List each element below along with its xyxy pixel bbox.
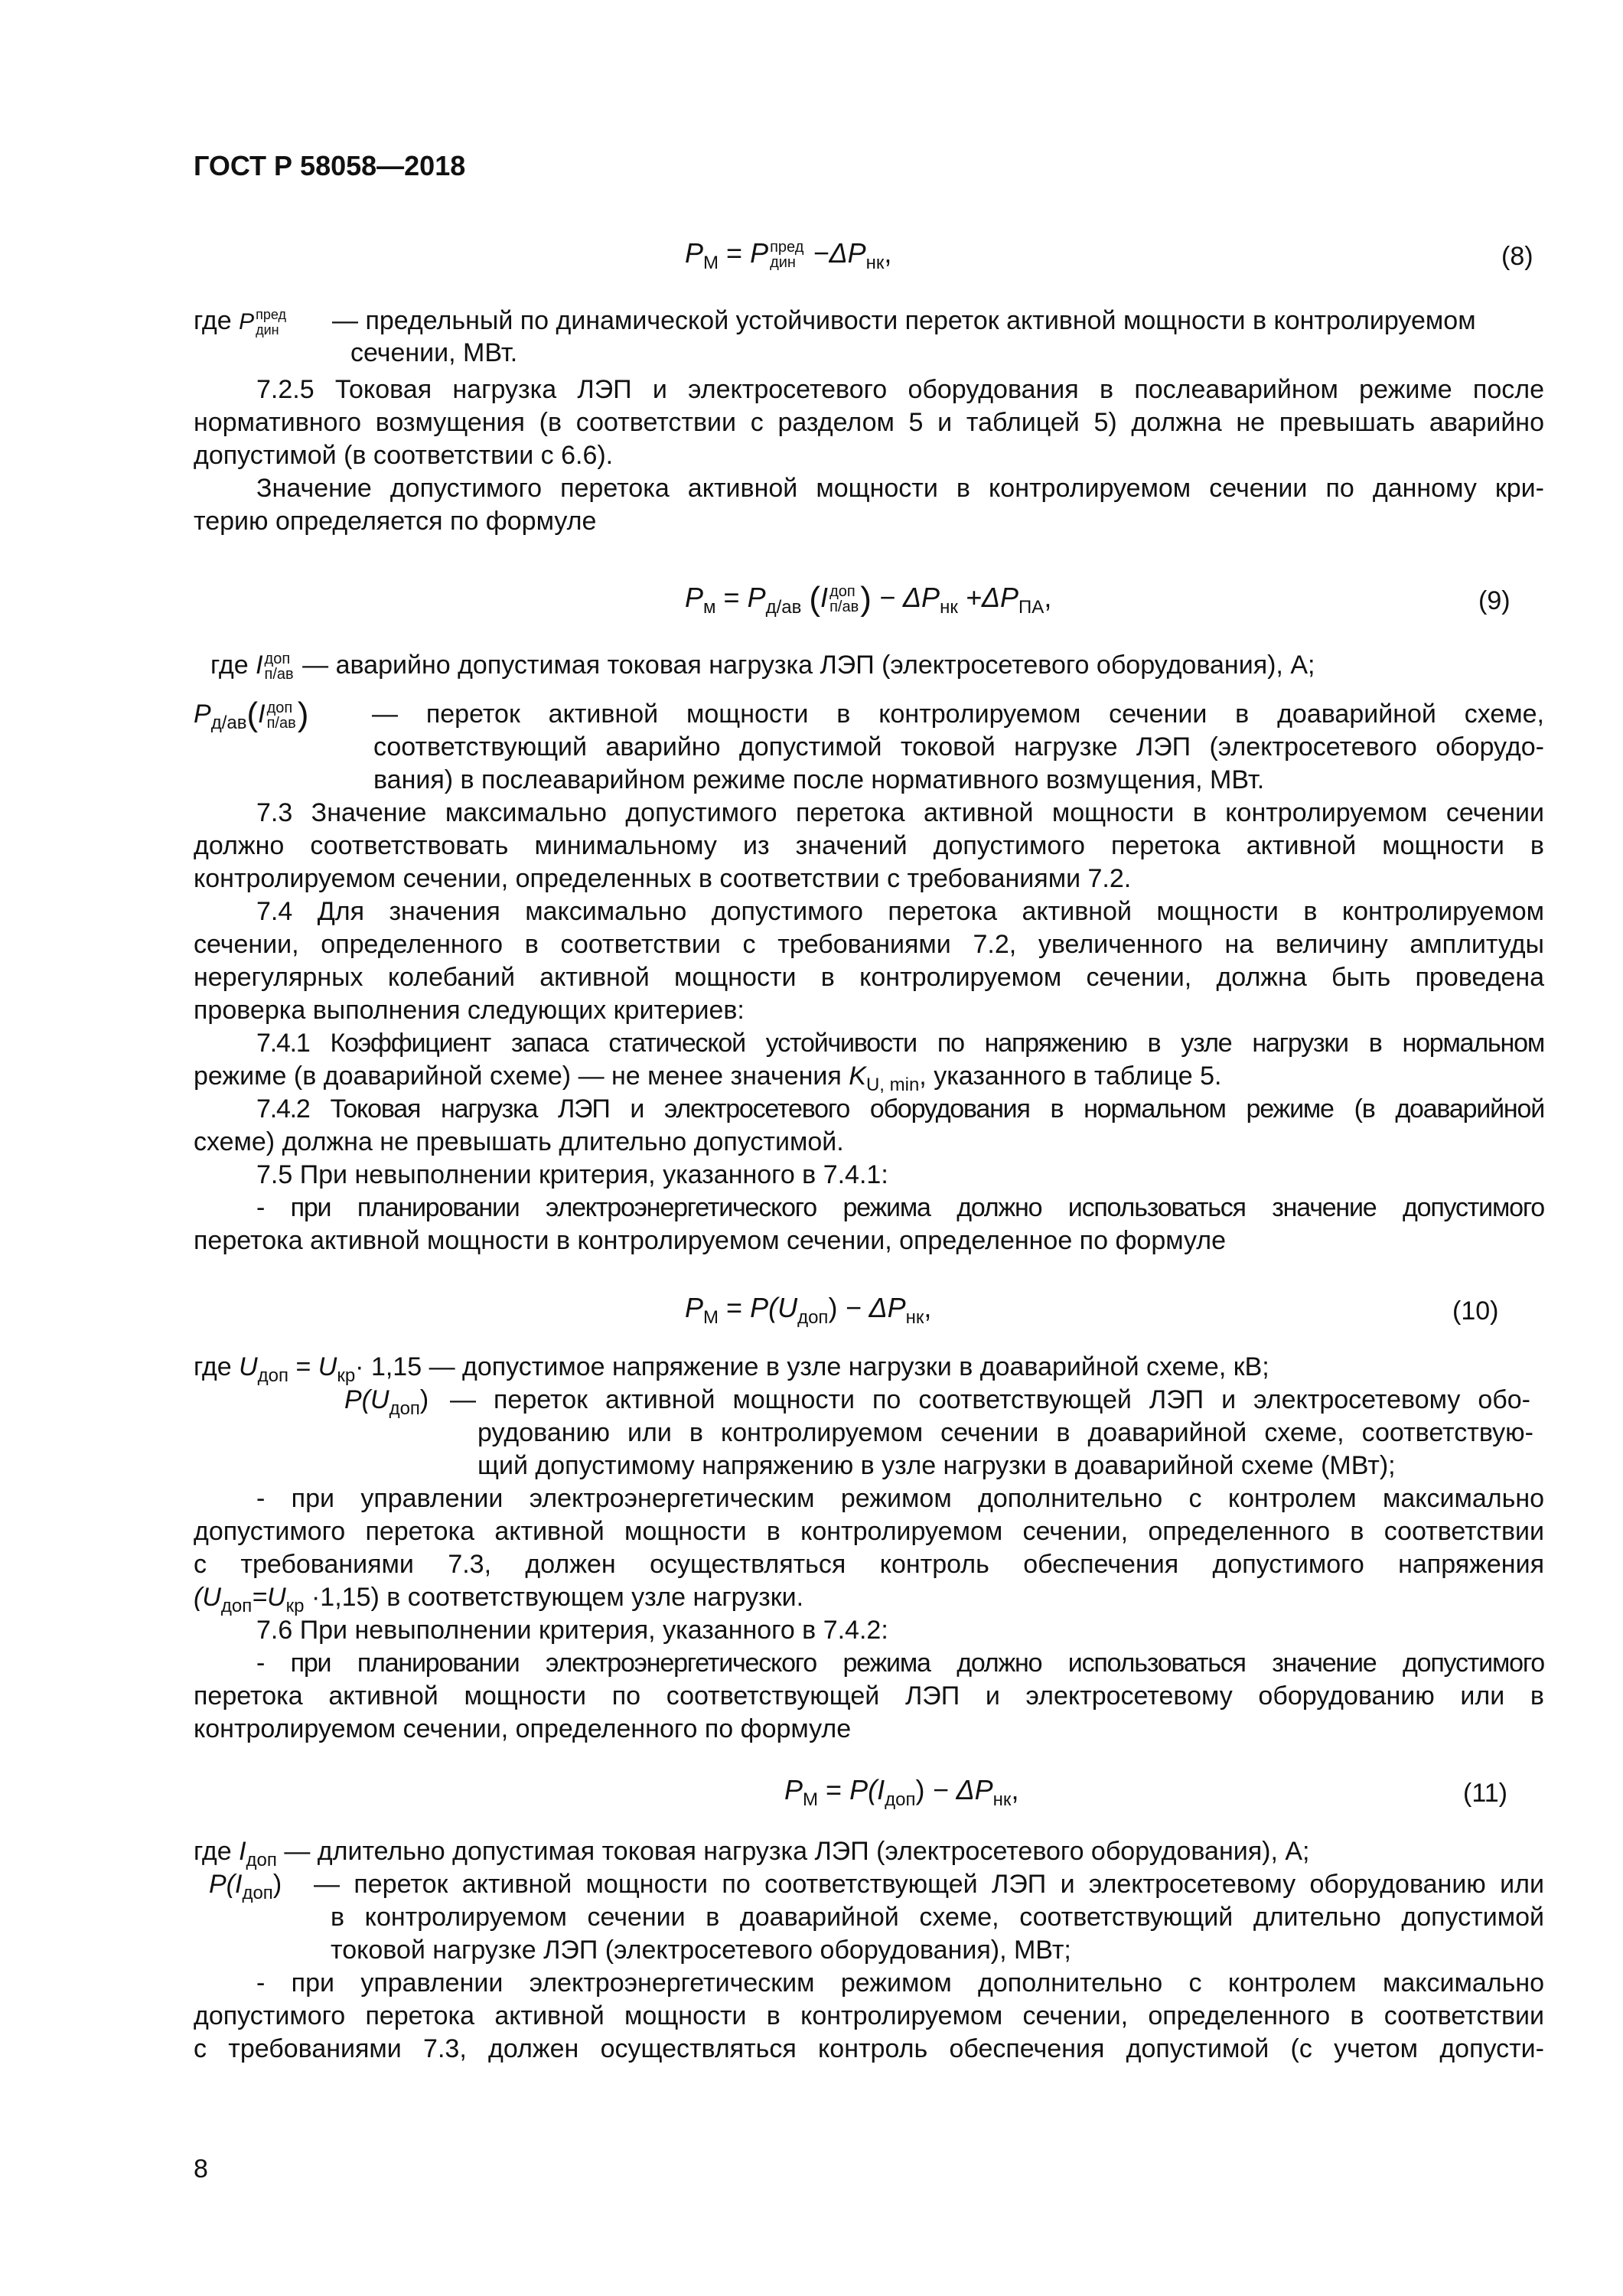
paragraph-7-2-5-line-2: нормативного возмущения (в соответствии с разделом 5 и таблицей 5) должна не превышать аварийно xyxy=(194,408,1544,437)
paragraph-7-5-bullet-2-line-2: допустимого перетока активной мощности в контролируемом сечении, определенного в соответствии xyxy=(194,1517,1544,1546)
where-11b-def-2: в контролируемом сечении в доаварийной схеме, соответствующий длительно допустимой xyxy=(331,1903,1544,1932)
page-number: 8 xyxy=(194,2154,208,2183)
paragraph-7-4-2-line-1: 7.4.2 Токовая нагрузка ЛЭП и электросетевого оборудования в нормальном режиме (в доаварийной xyxy=(256,1094,1544,1124)
paragraph-7-6-bullet-1-line-2: перетока активной мощности по соответствующей ЛЭП и электросетевому оборудованию или в xyxy=(194,1681,1544,1711)
paragraph-7-5-line-1: 7.5 При невыполнении критерия, указанного в 7.4.1: xyxy=(256,1160,888,1189)
formula-8-number: (8) xyxy=(1501,242,1533,271)
formula-11: $P_М = P(I_{доп}) - \Delta P_{нк}$, xyxy=(784,1774,1019,1810)
formula-11-number: (11) xyxy=(1463,1779,1507,1808)
where-line-8: где P пред дин xyxy=(194,306,286,338)
where-line-11a: где $I_{доп}$ — длительно допустимая токовая нагрузка ЛЭП (электросетевого оборудования), А; xyxy=(194,1837,1310,1870)
paragraph-7-4-line-4: проверка выполнения следующих критериев: xyxy=(194,996,745,1025)
paragraph-7-6-bullet-2-line-3: с требованиями 7.3, должен осуществляться контроль обеспечения допустимой (с учетом допусти- xyxy=(194,2034,1544,2063)
paragraph-7-4-line-2: сечении, определенного в соответствии с требованиями 7.2, увеличенного на величину амплитуды xyxy=(194,930,1544,959)
where-8-def-2: сечении, МВт. xyxy=(350,338,518,367)
formula-9-number: (9) xyxy=(1478,586,1511,615)
formula-10: $P_М = P(U_{доп}) - \Delta P_{нк}$, xyxy=(685,1292,932,1328)
paragraph-7-5-bullet-2-line-4: $(U_{доп}=U_{кр} \cdot 1,15)$ в соответствующем узле нагрузки. xyxy=(194,1583,804,1616)
paragraph-7-5-bullet-2-line-1: - при управлении электроэнергетическим режимом дополнительно с контролем максимально xyxy=(256,1484,1544,1513)
where-10b-def-2: рудованию или в контролируемом сечении в доаварийной схеме, соответствую- xyxy=(477,1418,1533,1447)
paragraph-value-line-2: терию определяется по формуле xyxy=(194,507,597,536)
where-11b-def-3: токовой нагрузке ЛЭП (электросетевого оборудования), МВт; xyxy=(331,1936,1071,1965)
where-10b-def-3: щий допустимому напряжению в узле нагрузки в доаварийной схеме (МВт); xyxy=(477,1451,1396,1480)
where-9b-def-1: — переток активной мощности в контролируемом сечении в доаварийной схеме, xyxy=(372,700,1544,729)
paragraph-value-line-1: Значение допустимого перетока активной мощности в контролируемом сечении по данному кри- xyxy=(256,474,1544,503)
paragraph-7-4-2-line-2: схеме) должна не превышать длительно допустимой. xyxy=(194,1127,844,1156)
paragraph-7-4-line-3: нерегулярных колебаний активной мощности в контролируемом сечении, должна быть проведена xyxy=(194,963,1544,992)
paragraph-7-6-line-1: 7.6 При невыполнении критерия, указанного в 7.4.2: xyxy=(256,1616,888,1645)
where-10b-def-1: — переток активной мощности по соответствующей ЛЭП и электросетевому обо- xyxy=(450,1385,1530,1414)
paragraph-7-3-line-1: 7.3 Значение максимально допустимого перетока активной мощности в контролируемом сечении xyxy=(256,798,1544,827)
formula-8: $P_М = P$ пред дин $-\Delta P_{нк}$, xyxy=(685,237,892,273)
paragraph-7-6-bullet-1-line-1: - при планировании электроэнергетического режима должно использоваться значение допустимого xyxy=(256,1649,1544,1678)
paragraph-7-6-bullet-2-line-2: допустимого перетока активной мощности в контролируемом сечении, определенного в соответствии xyxy=(194,2001,1544,2030)
where-line-10a: где $U_{доп} = U_{кр}\cdot 1,15$ — допустимое напряжение в узле нагрузки в доаварийной схеме, кВ; xyxy=(194,1352,1269,1386)
paragraph-7-6-bullet-1-line-3: контролируемом сечении, определенного по формуле xyxy=(194,1714,852,1743)
where-line-10b-symbol: $P(U_{доп})$ xyxy=(344,1385,429,1419)
where-9b-def-3: вания) в послеаварийном режиме после нормативного возмущения, МВт. xyxy=(373,765,1265,794)
formula-9: $P_м = P_{д/ав}$ (I доп п/ав ) − $\Delta P_{нк} +\Delta P_{ПА}$, xyxy=(685,580,1052,618)
paragraph-7-2-5-line-3: допустимой (в соответствии с 6.6). xyxy=(194,441,614,470)
where-11b-def-1: — переток активной мощности по соответствующей ЛЭП и электросетевому оборудованию или xyxy=(314,1870,1544,1899)
paragraph-7-5-bullet-1-line-1: - при планировании электроэнергетического режима должно использоваться значение допустимого xyxy=(256,1193,1544,1222)
paragraph-7-5-bullet-1-line-2: перетока активной мощности в контролируемом сечении, определенное по формуле xyxy=(194,1226,1226,1255)
paragraph-7-5-bullet-2-line-3: с требованиями 7.3, должен осуществляться контроль обеспечения допустимого напряжения xyxy=(194,1550,1544,1579)
paragraph-7-3-line-2: должно соответствовать минимальному из значений допустимого перетока активной мощности в xyxy=(194,831,1544,860)
where-line-9b-symbol: $P_{д/ав}(I$ доп п/ав ) xyxy=(194,696,309,733)
paragraph-7-3-line-3: контролируемом сечении, определенных в соответствии с требованиями 7.2. xyxy=(194,864,1132,893)
where-8-def-1: — предельный по динамической устойчивости переток активной мощности в контролируемом xyxy=(332,306,1476,335)
formula-10-number: (10) xyxy=(1452,1296,1499,1326)
paragraph-7-4-line-1: 7.4 Для значения максимально допустимого перетока активной мощности в контролируемом xyxy=(256,897,1544,926)
where-9b-def-2: соответствующий аварийно допустимой токовой нагрузке ЛЭП (электросетевого оборудо- xyxy=(373,732,1544,762)
paragraph-7-4-1-line-1: 7.4.1 Коэффициент запаса статической устойчивости по напряжению в узле нагрузки в нормальном xyxy=(256,1029,1544,1058)
where-line-11b-symbol: $P(I_{доп})$ xyxy=(209,1870,282,1903)
paragraph-7-2-5-line-1: 7.2.5 Токовая нагрузка ЛЭП и электросетевого оборудования в послеаварийном режиме после xyxy=(256,375,1544,404)
document-code-header: ГОСТ Р 58058—2018 xyxy=(194,150,466,181)
paragraph-7-4-1-line-2: режиме (в доаварийной схеме) — не менее значения $K_{U, min}$, указанного в таблице 5. xyxy=(194,1062,1222,1095)
where-line-9a: где I доп п/ав — аварийно допустимая токовая нагрузка ЛЭП (электросетевого оборудования), А; xyxy=(210,651,1315,683)
paragraph-7-6-bullet-2-line-1: - при управлении электроэнергетическим режимом дополнительно с контролем максимально xyxy=(256,1968,1544,1998)
